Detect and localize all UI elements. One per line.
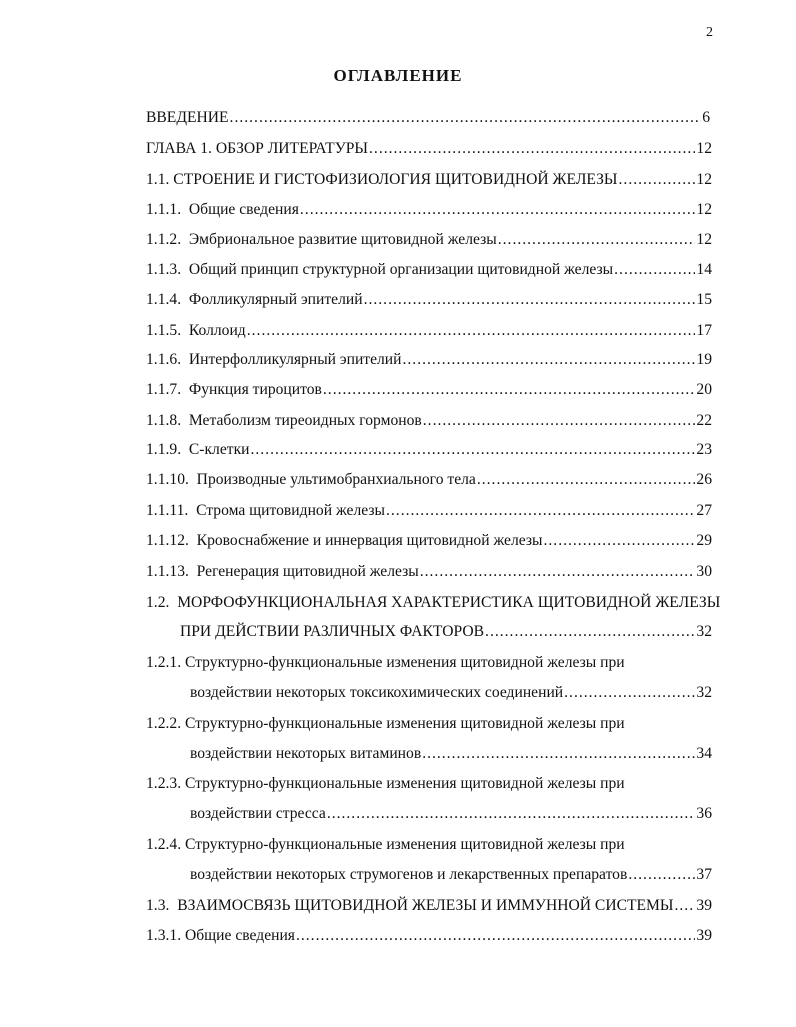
toc-entry-page: 22 (696, 412, 712, 429)
toc-entry-heading[interactable] (146, 834, 712, 856)
leader-dots (498, 229, 696, 251)
toc-entry-page: 12 (696, 140, 712, 157)
toc-entry-page: 12 (696, 171, 712, 188)
leader-dots (614, 259, 695, 281)
toc-entry-page: 34 (696, 745, 712, 762)
toc-entry-page: 26 (696, 471, 712, 488)
toc-entry-page: 20 (696, 381, 712, 398)
toc-entry-title: 1.1.4. Фолликулярный эпителий (146, 291, 363, 308)
toc-entry-title: воздействии некоторых витаминов (190, 745, 422, 762)
toc-entry-title: 1.1.12. Кровоснабжение и иннервация щитовидной железы (146, 532, 543, 549)
toc-entry-page: 12 (696, 231, 712, 248)
toc-entry[interactable] (146, 259, 712, 281)
toc-entry-title: 1.1.2. Эмбриональное развитие щитовидной железы (146, 231, 497, 248)
leader-dots (628, 864, 695, 886)
toc-entry[interactable] (146, 199, 712, 221)
toc-entry-title: ГЛАВА 1. ОБЗОР ЛИТЕРАТУРЫ (146, 140, 369, 157)
leader-dots (619, 169, 696, 191)
toc-entry[interactable] (146, 169, 712, 191)
leader-dots (251, 439, 696, 461)
toc-entry[interactable] (190, 743, 712, 765)
toc-entry-page: 14 (696, 261, 712, 278)
toc-entry-title: 1.1.6. Интерфолликулярный эпителий (146, 351, 402, 368)
toc-entry[interactable] (146, 530, 712, 552)
toc-entry[interactable] (146, 410, 712, 432)
toc-entry-page: 39 (696, 897, 712, 914)
toc-entry[interactable] (190, 864, 712, 886)
toc-entry[interactable] (146, 349, 712, 371)
leader-dots (485, 621, 695, 643)
toc-entry[interactable] (146, 289, 712, 311)
toc-entry-title: 1.2.1. Структурно-функциональные изменения щитовидной железы при (146, 654, 625, 671)
leader-dots (230, 107, 702, 129)
toc-entry[interactable] (180, 621, 712, 643)
toc-entry-title: воздействии некоторых струмогенов и лекарственных препаратов (190, 866, 628, 883)
toc-entry-page: 32 (696, 623, 712, 640)
leader-dots (364, 289, 696, 311)
leader-dots (296, 925, 695, 947)
toc-entry-page: 12 (696, 201, 712, 218)
leader-dots (564, 682, 695, 704)
toc-entry-heading[interactable] (146, 592, 726, 614)
toc-entry-title: ПРИ ДЕЙСТВИИ РАЗЛИЧНЫХ ФАКТОРОВ (180, 623, 485, 640)
toc-entry[interactable] (146, 107, 710, 129)
toc-entry-page: 30 (696, 563, 712, 580)
toc-entry-page: 29 (696, 532, 712, 549)
toc-entry-title: 1.1.11. Строма щитовидной железы (146, 502, 385, 519)
leader-dots (403, 349, 696, 371)
toc-entry-title: воздействии стресса (190, 805, 326, 822)
toc-entry-page: 27 (696, 502, 712, 519)
toc-entry-title: ВВЕДЕНИЕ (146, 109, 229, 126)
toc-entry-title: 1.1.13. Регенерация щитовидной железы (146, 563, 419, 580)
toc-entry-title: 1.1.10. Производные ультимобранхиального тела (146, 471, 476, 488)
toc-entry-title: воздействии некоторых токсикохимических соединений (190, 684, 564, 701)
leader-dots (323, 379, 696, 401)
toc-entry-title: 1.2.4. Структурно-функциональные изменения щитовидной железы при (146, 836, 625, 853)
toc-entry-title: 1.1.3. Общий принцип структурной организации щитовидной железы (146, 261, 614, 278)
toc-entry-title: 1.1.5. Коллоид (146, 322, 246, 339)
page-title: ОГЛАВЛЕНИЕ (333, 66, 463, 85)
toc-entry[interactable] (146, 895, 712, 917)
toc-entry-page: 39 (696, 927, 712, 944)
leader-dots (420, 561, 696, 583)
toc-entry-page: 6 (702, 109, 710, 126)
toc-entry-title: 1.2.2. Структурно-функциональные изменения щитовидной железы при (146, 715, 625, 732)
toc-entry-title: 1.2.3. Структурно-функциональные изменения щитовидной железы при (146, 775, 625, 792)
toc-entry[interactable] (190, 682, 712, 704)
toc-entry[interactable] (146, 925, 712, 947)
leader-dots (369, 138, 695, 160)
toc-entry-title: 1.3.1. Общие сведения (146, 927, 295, 944)
toc-entry[interactable] (146, 379, 712, 401)
leader-dots (300, 199, 696, 221)
leader-dots (675, 895, 696, 917)
toc-entry[interactable] (146, 320, 712, 342)
leader-dots (422, 743, 695, 765)
toc-entry-title: 1.1.7. Функция тироцитов (146, 381, 322, 398)
toc-entry-heading[interactable] (146, 652, 712, 674)
leader-dots (327, 803, 696, 825)
toc-entry-title: 1.3. ВЗАИМОСВЯЗЬ ЩИТОВИДНОЙ ЖЕЛЕЗЫ И ИММУННОЙ СИСТЕМЫ (146, 897, 674, 914)
toc-entry-page: 15 (696, 291, 712, 308)
leader-dots (247, 320, 696, 342)
toc-entry-title: 1.1.8. Метаболизм тиреоидных гормонов (146, 412, 422, 429)
toc-entry[interactable] (190, 803, 712, 825)
page-number: 2 (706, 25, 713, 40)
toc-entry[interactable] (146, 469, 712, 491)
toc-entry-page: 32 (696, 684, 712, 701)
leader-dots (386, 500, 695, 522)
leader-dots (477, 469, 696, 491)
toc-entry-title: 1.1.9. С-клетки (146, 441, 250, 458)
toc-entry-heading[interactable] (146, 773, 712, 795)
toc-entry-page: 17 (696, 322, 712, 339)
toc-entry[interactable] (146, 500, 712, 522)
toc-entry[interactable] (146, 138, 712, 160)
toc-entry-page: 37 (696, 866, 712, 883)
toc-entry-heading[interactable] (146, 713, 712, 735)
toc-entry-page: 23 (696, 441, 712, 458)
toc-entry-page: 36 (696, 805, 712, 822)
toc-entry[interactable] (146, 229, 712, 251)
toc-entry-title: 1.2. МОРФОФУНКЦИОНАЛЬНАЯ ХАРАКТЕРИСТИКА ЩИТОВИДНОЙ ЖЕЛЕЗЫ (146, 594, 721, 611)
toc-entry[interactable] (146, 561, 712, 583)
leader-dots (544, 530, 696, 552)
leader-dots (423, 410, 696, 432)
toc-entry-page: 19 (696, 351, 712, 368)
toc-entry-title: 1.1. СТРОЕНИЕ И ГИСТОФИЗИОЛОГИЯ ЩИТОВИДНОЙ ЖЕЛЕЗЫ (146, 171, 618, 188)
toc-entry[interactable] (146, 439, 712, 461)
toc-entry-title: 1.1.1. Общие сведения (146, 201, 299, 218)
